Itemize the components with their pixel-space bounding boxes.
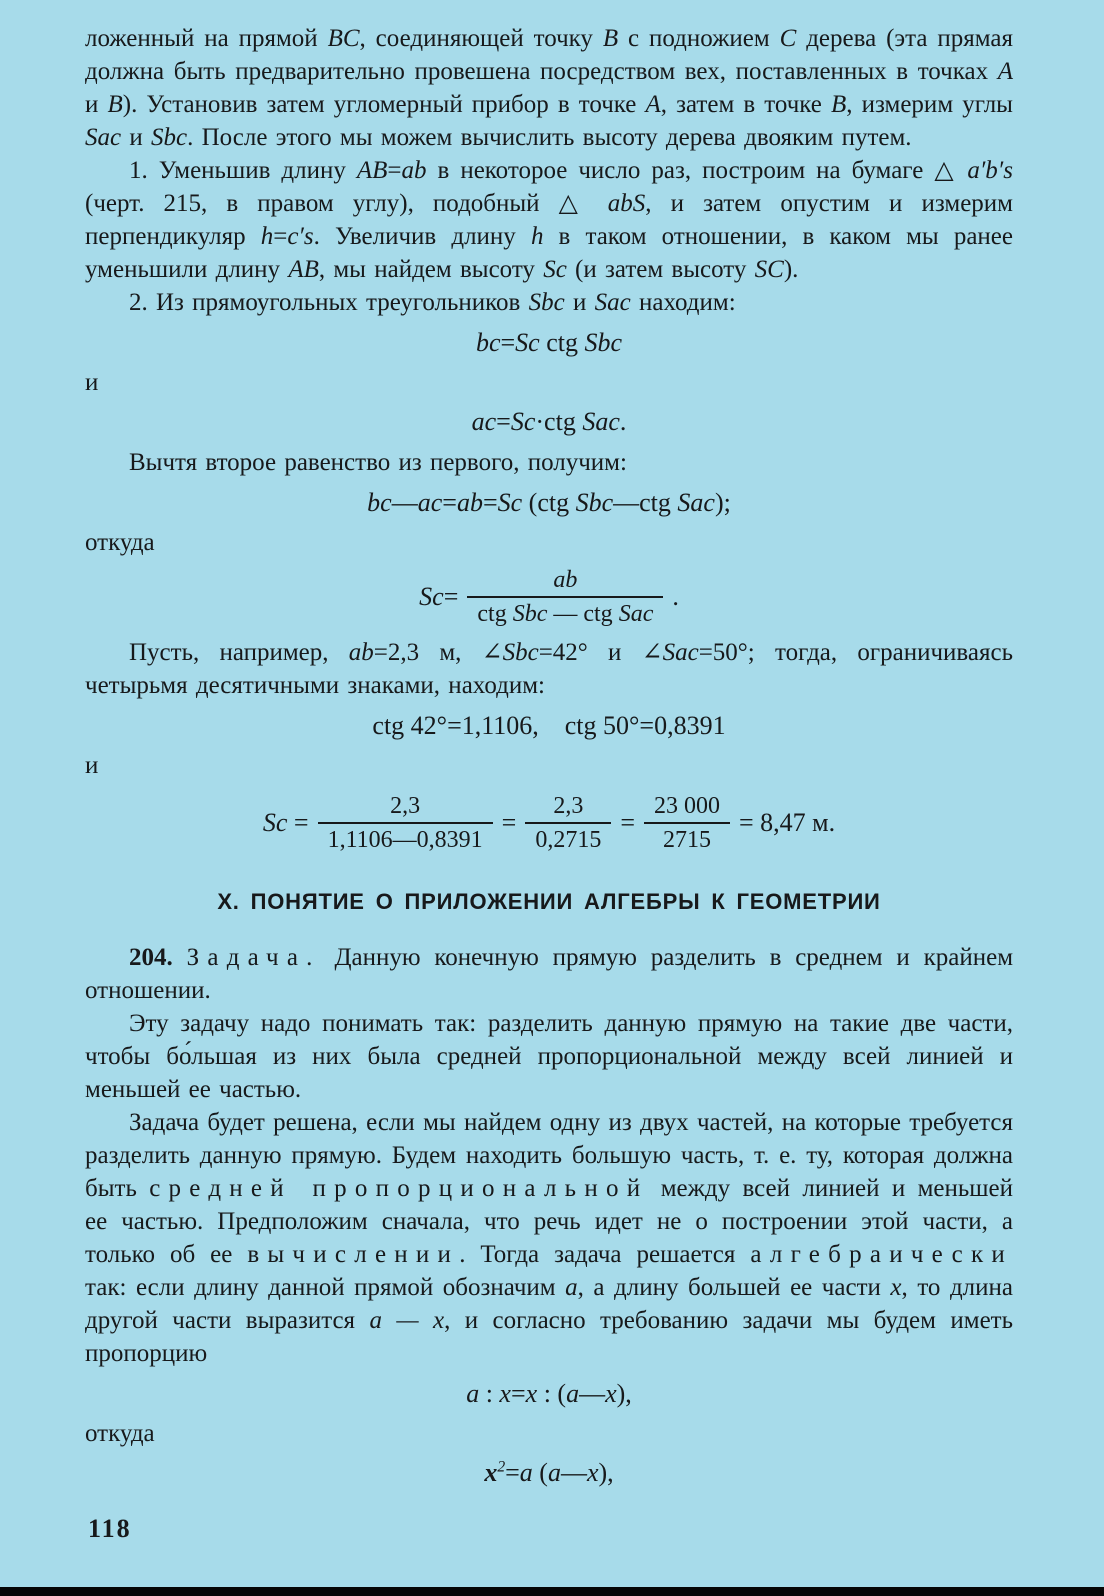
formula-ac-ctg: ac=Sc·ctg Sac. bbox=[471, 407, 627, 436]
formula-result: = 8,47 м. bbox=[739, 808, 836, 837]
formula-bc-ctg: bc=Sc ctg Sbc bbox=[475, 328, 623, 357]
formula-difference: bc—ac=ab=Sc (ctg Sbc—ctg Sac); bbox=[367, 488, 731, 517]
paragraph-method-2: 2. Из прямоугольных треугольников Sbc и Sac находим: bbox=[129, 289, 736, 316]
fraction bbox=[467, 567, 663, 627]
paragraph-subtract: Вычтя второе равенство из первого, получим: bbox=[129, 449, 627, 476]
formula-period: . bbox=[672, 582, 679, 611]
numerator: ab bbox=[467, 567, 663, 598]
paragraph-continuation: ложенный на прямой BC, соединяющей точку B с подножием C дерева (эта прямая должна быть предварительно провешена посредством вех, поставленных в точках A и B). Установив затем угломерный прибор в точке A, затем в точке B, измерим углы Sac и Sbc. После этого мы можем вычислить высоту дерева двояким путем. bbox=[85, 25, 1013, 151]
denominator: 0,2715 bbox=[535, 827, 602, 853]
numerator: 2,3 bbox=[318, 793, 493, 824]
formula-x-squared: $x^2=a$ (a—x), bbox=[484, 1458, 614, 1487]
numerator: 2,3 bbox=[525, 793, 611, 824]
paragraph-example: Пусть, например, ab=2,3 м, ∠Sbc=42° и ∠Sac=50°; тогда, ограничиваясь четырьмя десятичными знаками, находим: bbox=[85, 639, 1014, 699]
fraction-1 bbox=[318, 793, 493, 853]
formula-proportion: a : x=x : (a—x), bbox=[466, 1379, 632, 1408]
formula-lhs: Sc= bbox=[419, 582, 459, 611]
paragraph-problem-204: 204. Задача. Данную конечную прямую разделить в среднем и крайнем отношении. bbox=[85, 944, 1014, 1004]
fraction-2 bbox=[525, 793, 611, 853]
paragraph-solution: Задача будет решена, если мы найдем одну из двух частей, на которые требуется разделить данную прямую. Будем находить большую часть, т. е. ту, которая должна быть средней пропорциональной между всей линией и меньшей ее частью. Предположим сначала, что речь идет не о построении этой части, а только об ее вычислении. Тогда задача решается алгебраически так: если длину данной прямой обозначим a, а длину большей ее части x, то длина другой части выразится a — x, и согласно требованию задачи мы будем иметь пропорцию bbox=[85, 1109, 1013, 1367]
paragraph-method-1: 1. Уменьшив длину AB=ab в некоторое число раз, построим на бумаге △ a′b′s (черт. 215, в правом углу), подобный △ abS, и затем опустим и измерим перпендикуляр h=c′s. Увеличив длину h в таком отношении, в каком мы ранее уменьшили длину AB, мы найдем высоту Sc (и затем высоту SC). bbox=[85, 157, 1013, 283]
paragraph-explanation: Эту задачу надо понимать так: разделить данную прямую на такие две части, чтобы бо́льшая из них была средней пропорциональной между всей линией и меньшей ее частью. bbox=[85, 1010, 1013, 1103]
formula-sc-computation bbox=[85, 793, 1013, 853]
page-number: 118 bbox=[88, 1514, 132, 1543]
numerator: 23 000 bbox=[644, 793, 730, 824]
formula-ctg-values: ctg 42°=1,1106, ctg 50°=0,8391 bbox=[372, 711, 726, 740]
text-column bbox=[85, 22, 1013, 1497]
equals-sign: = bbox=[620, 808, 636, 837]
connector-whence-2: откуда bbox=[85, 1420, 155, 1447]
scan-edge-bar bbox=[0, 1587, 1104, 1596]
formula-sc-general bbox=[85, 567, 1013, 627]
connector-and-2: и bbox=[85, 752, 99, 779]
section-heading: X. ПОНЯТИЕ О ПРИЛОЖЕНИИ АЛГЕБРЫ К ГЕОМЕТРИИ bbox=[217, 889, 881, 914]
denominator: ctg Sbc — ctg Sac bbox=[477, 601, 654, 627]
connector-whence-1: откуда bbox=[85, 529, 155, 556]
formula-lhs: Sc = bbox=[262, 808, 309, 837]
equals-sign: = bbox=[501, 808, 517, 837]
fraction-3 bbox=[644, 793, 730, 853]
denominator: 1,1106—0,8391 bbox=[327, 827, 483, 853]
connector-and-1: и bbox=[85, 369, 99, 396]
denominator: 2715 bbox=[663, 827, 712, 853]
